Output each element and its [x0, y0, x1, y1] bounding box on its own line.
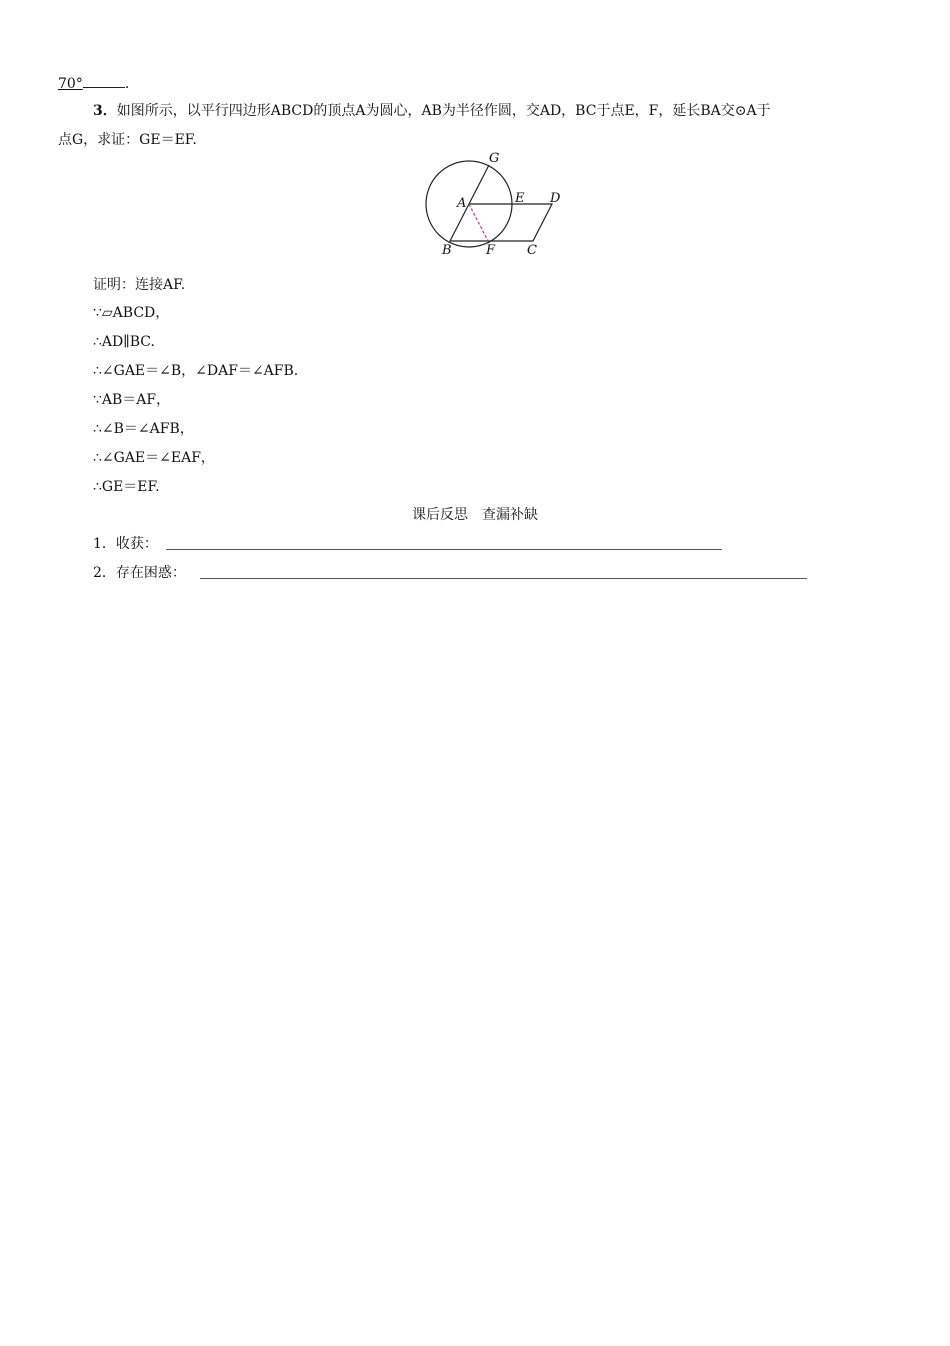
proof-text-1: 证明：连接AF. — [93, 277, 186, 293]
proof-line-4 — [93, 361, 298, 381]
label-c: C — [527, 243, 537, 258]
answer-value: 70° — [58, 76, 83, 92]
reflection-gain-label: 1．收获： — [93, 536, 158, 552]
proof-line-5 — [93, 390, 170, 410]
proof-text-8: ∴GE＝EF. — [93, 479, 160, 495]
problem-3-line1 — [93, 101, 771, 121]
section-title: 课后反思 查漏补缺 — [412, 507, 538, 523]
segment-af-dashed — [469, 204, 488, 241]
proof-line-3 — [93, 332, 155, 352]
answer-period: . — [124, 76, 130, 92]
proof-text-7: ∴∠GAE＝∠EAF， — [93, 450, 215, 466]
problem-3-line2 — [58, 130, 197, 150]
proof-line-6 — [93, 419, 194, 439]
reflection-gain-blank — [166, 549, 722, 550]
proof-line-1 — [93, 275, 185, 295]
label-g: G — [489, 151, 500, 166]
proof-text-2: ∵▱ABCD， — [93, 305, 170, 321]
proof-text-3: ∴AD∥BC. — [93, 334, 155, 350]
label-d: D — [550, 191, 561, 206]
previous-answer — [58, 73, 129, 94]
geometry-figure — [415, 150, 565, 260]
label-a: A — [457, 196, 467, 211]
proof-line-8 — [93, 477, 160, 497]
proof-line-2 — [93, 303, 169, 323]
proof-line-7 — [93, 448, 215, 468]
label-b: B — [442, 243, 452, 258]
label-f: F — [486, 243, 496, 258]
problem-number: 3． — [93, 103, 117, 119]
reflection-doubt-blank — [200, 578, 807, 579]
proof-text-5: ∵AB＝AF， — [93, 392, 171, 408]
answer-blank — [83, 73, 125, 88]
label-e: E — [515, 191, 525, 206]
problem-text-line1: 如图所示，以平行四边形ABCD的顶点A为圆心，AB为半径作圆，交AD，BC于点E，F，延长BA交⊙A于 — [116, 103, 771, 119]
segment-ag — [469, 165, 489, 204]
proof-text-4: ∴∠GAE＝∠B，∠DAF＝∠AFB. — [93, 363, 299, 379]
proof-text-6: ∴∠B＝∠AFB， — [93, 421, 194, 437]
reflection-doubt-label: 2．存在困惑： — [93, 565, 186, 581]
problem-text-line2: 点G，求证：GE＝EF. — [58, 132, 197, 148]
